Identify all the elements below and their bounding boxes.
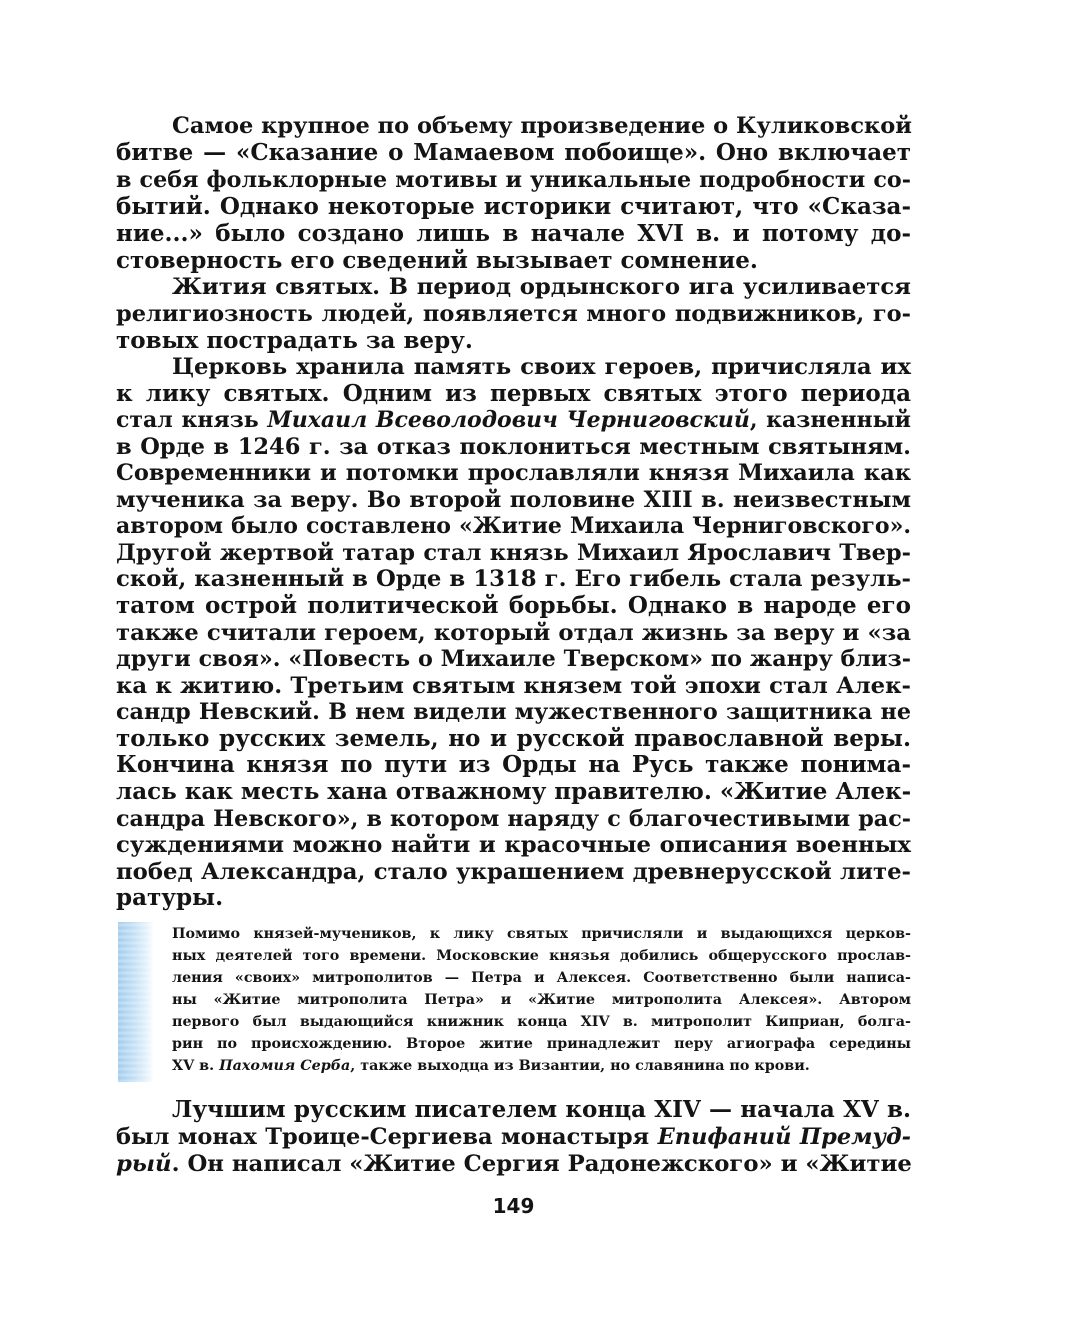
- text-span: , также выходца из Византии, но славянина по крови.: [350, 1058, 810, 1074]
- text-line: Современники и потомки прославляли князя Михаила как: [116, 460, 911, 486]
- text-line: Лучшим русским писателем конца XIV — начала XV в.: [172, 1096, 911, 1123]
- text-line: татом острой политической борьбы. Однако в народе его: [116, 592, 911, 619]
- text-line: ние...» было создано лишь в начале XVI в. и потому до-: [116, 220, 911, 247]
- text-line: автором было составлено «Житие Михаила Черниговского».: [116, 513, 911, 539]
- text-span: был монах Троице-Сергиева монастыря: [116, 1124, 658, 1150]
- text-line: товых пострадать за веру.: [116, 327, 473, 354]
- sidebar-line: ных деятелей того времени. Московские князья добились общерусского прослав-: [172, 948, 911, 964]
- text-line: ской, казненный в Орде в 1318 г. Его гибель стала резуль-: [116, 566, 911, 592]
- section-heading-line: [172, 274, 911, 300]
- text-line: также считали героем, который отдал жизнь за веру и «за: [116, 620, 911, 646]
- text-span: . Он написал «Житие Сергия Радонежского» и «Житие: [171, 1151, 912, 1177]
- sidebar-accent-bar: [118, 922, 154, 1082]
- sidebar-line: рин по происхождению. Второе житие принадлежит перу агиографа середины: [172, 1036, 911, 1052]
- text-span: , казненный: [749, 407, 911, 433]
- text-line: Церковь хранила память своих героев, причисляла их: [172, 354, 911, 380]
- text-line: стоверность его сведений вызывает сомнение.: [116, 247, 758, 274]
- text-span: В период ордынского ига усиливается: [380, 274, 911, 300]
- text-line: в себя фольклорные мотивы и уникальные подробности со-: [116, 167, 911, 193]
- text-line: [116, 1151, 911, 1177]
- text-line: ратуры.: [116, 884, 224, 911]
- sidebar-line: ны «Житие митрополита Петра» и «Житие митрополита Алексея». Автором: [172, 992, 911, 1008]
- text-line: [116, 1124, 911, 1150]
- text-line: Другой жертвой татар стал князь Михаил Ярославич Твер-: [116, 540, 911, 566]
- section-heading: Жития святых.: [172, 274, 381, 300]
- text-span: стал князь: [116, 407, 268, 433]
- page-number: 149: [492, 1194, 535, 1218]
- text-line: религиозность людей, появляется много подвижников, го-: [116, 301, 911, 327]
- text-line: в Орде в 1246 г. за отказ поклониться местным святыням.: [116, 434, 911, 460]
- person-name: Пахомия Серба: [219, 1058, 351, 1074]
- text-line: бытий. Однако некоторые историки считают, что «Сказа-: [116, 193, 911, 220]
- text-line: только русских земель, но и русской православной веры.: [116, 725, 911, 752]
- text-line: ка к житию. Третьим святым князем той эпохи стал Алек-: [116, 673, 911, 699]
- text-line: битве — «Сказание о Мамаевом побоище». Оно включает: [116, 139, 911, 166]
- person-name: Михаил Всеволодович Черниговский: [267, 407, 750, 433]
- text-line: Кончина князя по пути из Орды на Русь также понима-: [116, 751, 911, 778]
- text-line: сандра Невского», в котором наряду с благочестивыми рас-: [116, 806, 911, 832]
- text-line: суждениями можно найти и красочные описания военных: [116, 832, 911, 858]
- sidebar-line: первого был выдающийся книжник конца XIV в. митрополит Киприан, болга-: [172, 1014, 911, 1030]
- text-line: сандр Невский. В нем видели мужественного защитника не: [116, 699, 911, 725]
- text-line: [116, 407, 911, 433]
- text-line: побед Александра, стало украшением древнерусской лите-: [116, 859, 911, 885]
- text-line: к лику святых. Одним из первых святых этого периода: [116, 380, 911, 407]
- text-line: лась как месть хана отважному правителю. «Житие Алек-: [116, 778, 912, 805]
- text-line: Самое крупное по объему произведение о Куликовской: [172, 113, 912, 139]
- person-name: рый: [116, 1151, 172, 1177]
- person-name: Епифаний Премуд-: [657, 1124, 911, 1150]
- text-line: други своя». «Повесть о Михаиле Тверском» по жанру близ-: [116, 646, 911, 672]
- sidebar-line: [172, 1058, 911, 1075]
- text-line: мученика за веру. Во второй половине XIII в. неизвестным: [116, 487, 911, 513]
- sidebar-line: ления «своих» митрополитов — Петра и Алексея. Соответственно были написа-: [172, 970, 911, 986]
- text-span: XV в.: [172, 1058, 220, 1074]
- sidebar-line: Помимо князей-мучеников, к лику святых причисляли и выдающихся церков-: [172, 926, 911, 942]
